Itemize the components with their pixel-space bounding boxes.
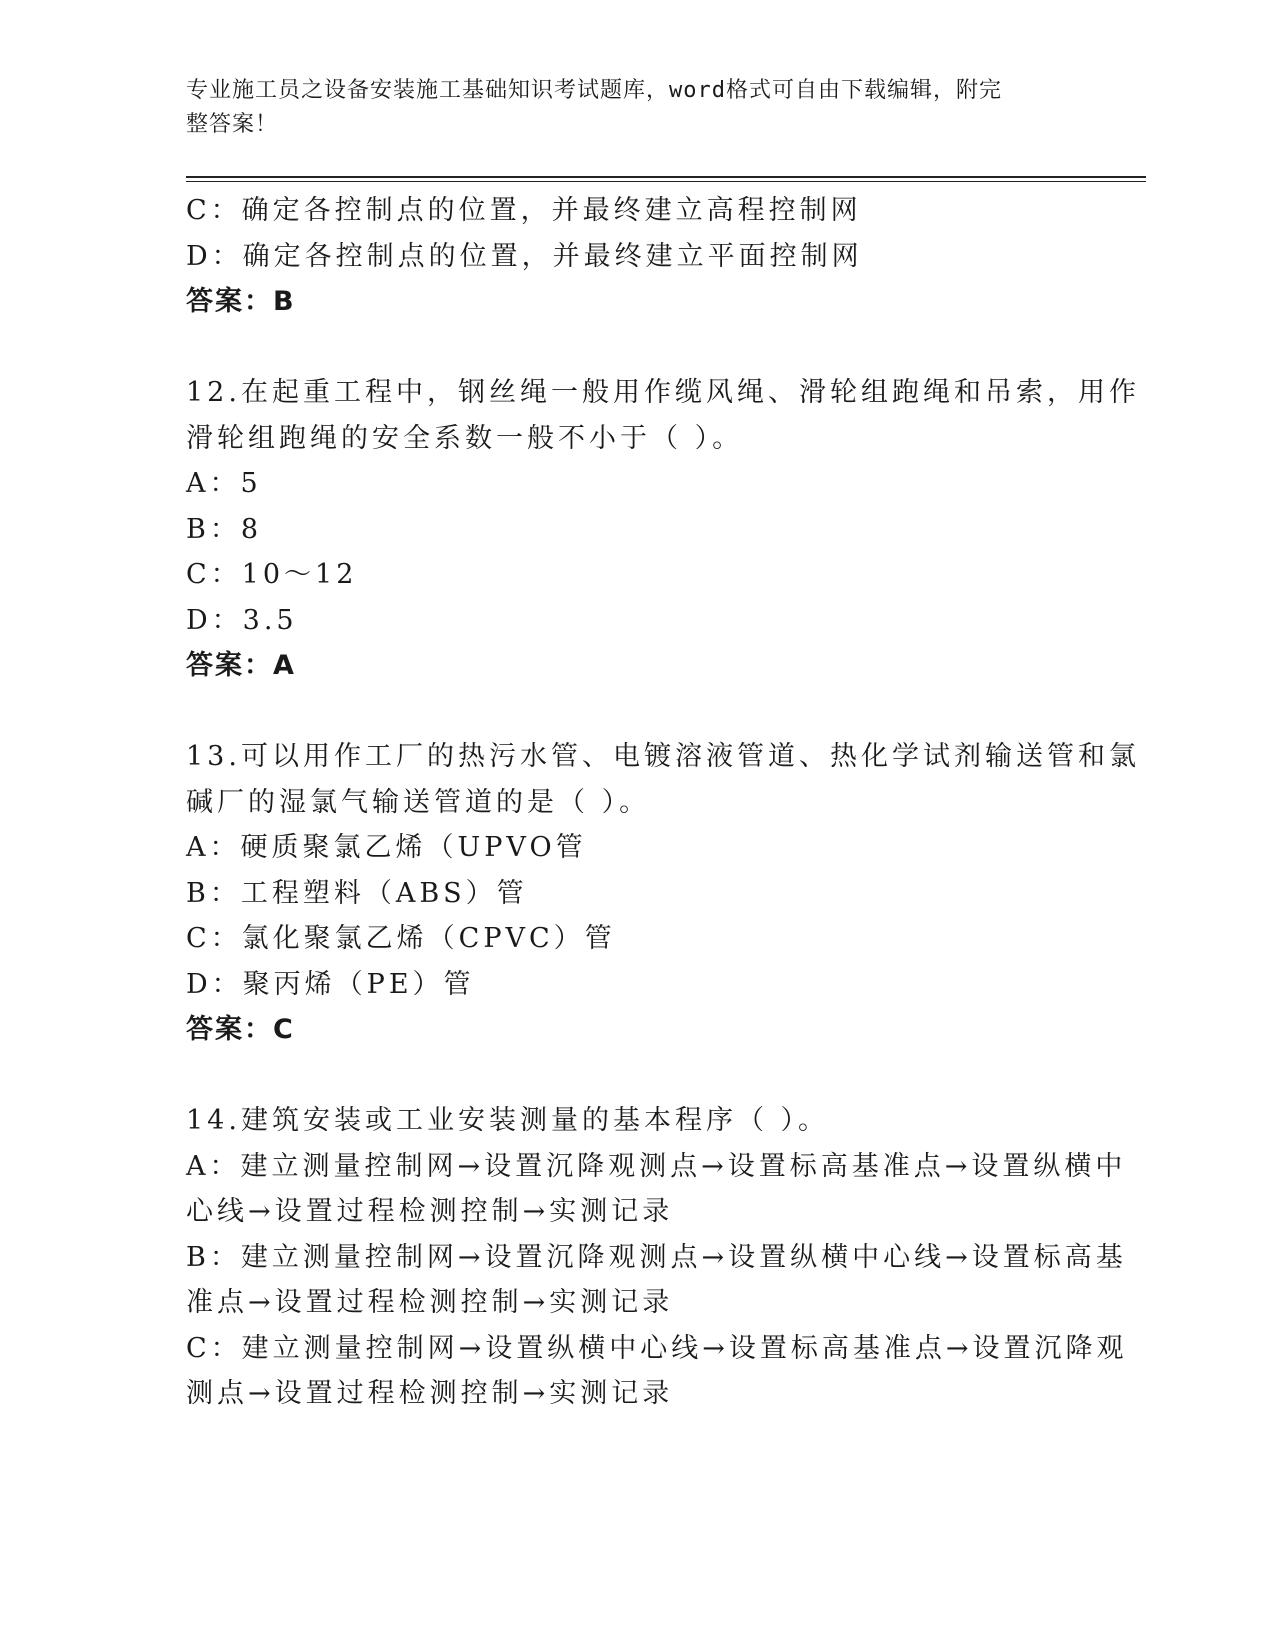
question-stem: 13.可以用作工厂的热污水管、电镀溶液管道、热化学试剂输送管和氯 [186, 741, 1140, 772]
option-c-continued: 测点→设置过程检测控制→实测记录 [186, 1378, 674, 1409]
question-stem: 滑轮组跑绳的安全系数一般不小于（ ）。 [186, 422, 744, 454]
header-line-1: 专业施工员之设备安装施工基础知识考试题库，word格式可自由下载编辑，附完 [186, 78, 1002, 103]
header-line-2: 整答案！ [186, 112, 279, 137]
option-a: A：硬质聚氯乙烯（UPVO管 [186, 832, 587, 863]
header-divider-thick [186, 176, 1146, 178]
header-divider-thin [186, 181, 1146, 182]
option-a: A：建立测量控制网→设置沉降观测点→设置标高基准点→设置纵横中 [186, 1150, 1127, 1182]
answer-line: 答案：A [186, 650, 296, 681]
question-stem: 12.在起重工程中，钢丝绳一般用作缆风绳、滑轮组跑绳和吊索，用作 [186, 377, 1140, 408]
document-body [186, 188, 1140, 1417]
option-a: A：5 [186, 468, 262, 499]
option-d: D：3.5 [186, 604, 298, 636]
question-14 [186, 1098, 1128, 1417]
option-c: C：确定各控制点的位置，并最终建立高程控制网 [186, 195, 862, 226]
option-c: C：10～12 [186, 559, 358, 590]
option-b: B：工程塑料（ABS）管 [186, 877, 528, 909]
option-c: C：建立测量控制网→设置纵横中心线→设置标高基准点→设置沉降观 [186, 1332, 1128, 1364]
option-b-continued: 准点→设置过程检测控制→实测记录 [186, 1287, 674, 1318]
question-12 [186, 370, 1140, 689]
question-11-continued [186, 188, 1086, 325]
answer-line: 答案：C [186, 1014, 295, 1045]
option-b: B：建立测量控制网→设置沉降观测点→设置纵横中心线→设置标高基 [186, 1241, 1127, 1273]
answer-line: 答案：B [186, 286, 296, 317]
question-13 [186, 734, 1140, 1053]
option-c: C：氯化聚氯乙烯（CPVC）管 [186, 923, 616, 954]
question-stem: 碱厂的湿氯气输送管道的是（ ）。 [186, 786, 651, 818]
page-header [186, 74, 1066, 142]
question-stem: 14.建筑安装或工业安装测量的基本程序（ ）。 [186, 1105, 830, 1136]
option-a-continued: 心线→设置过程检测控制→实测记录 [186, 1196, 674, 1227]
option-d: D：聚丙烯（PE）管 [186, 968, 475, 1000]
option-d: D：确定各控制点的位置，并最终建立平面控制网 [186, 240, 863, 272]
option-b: B：8 [186, 513, 263, 545]
